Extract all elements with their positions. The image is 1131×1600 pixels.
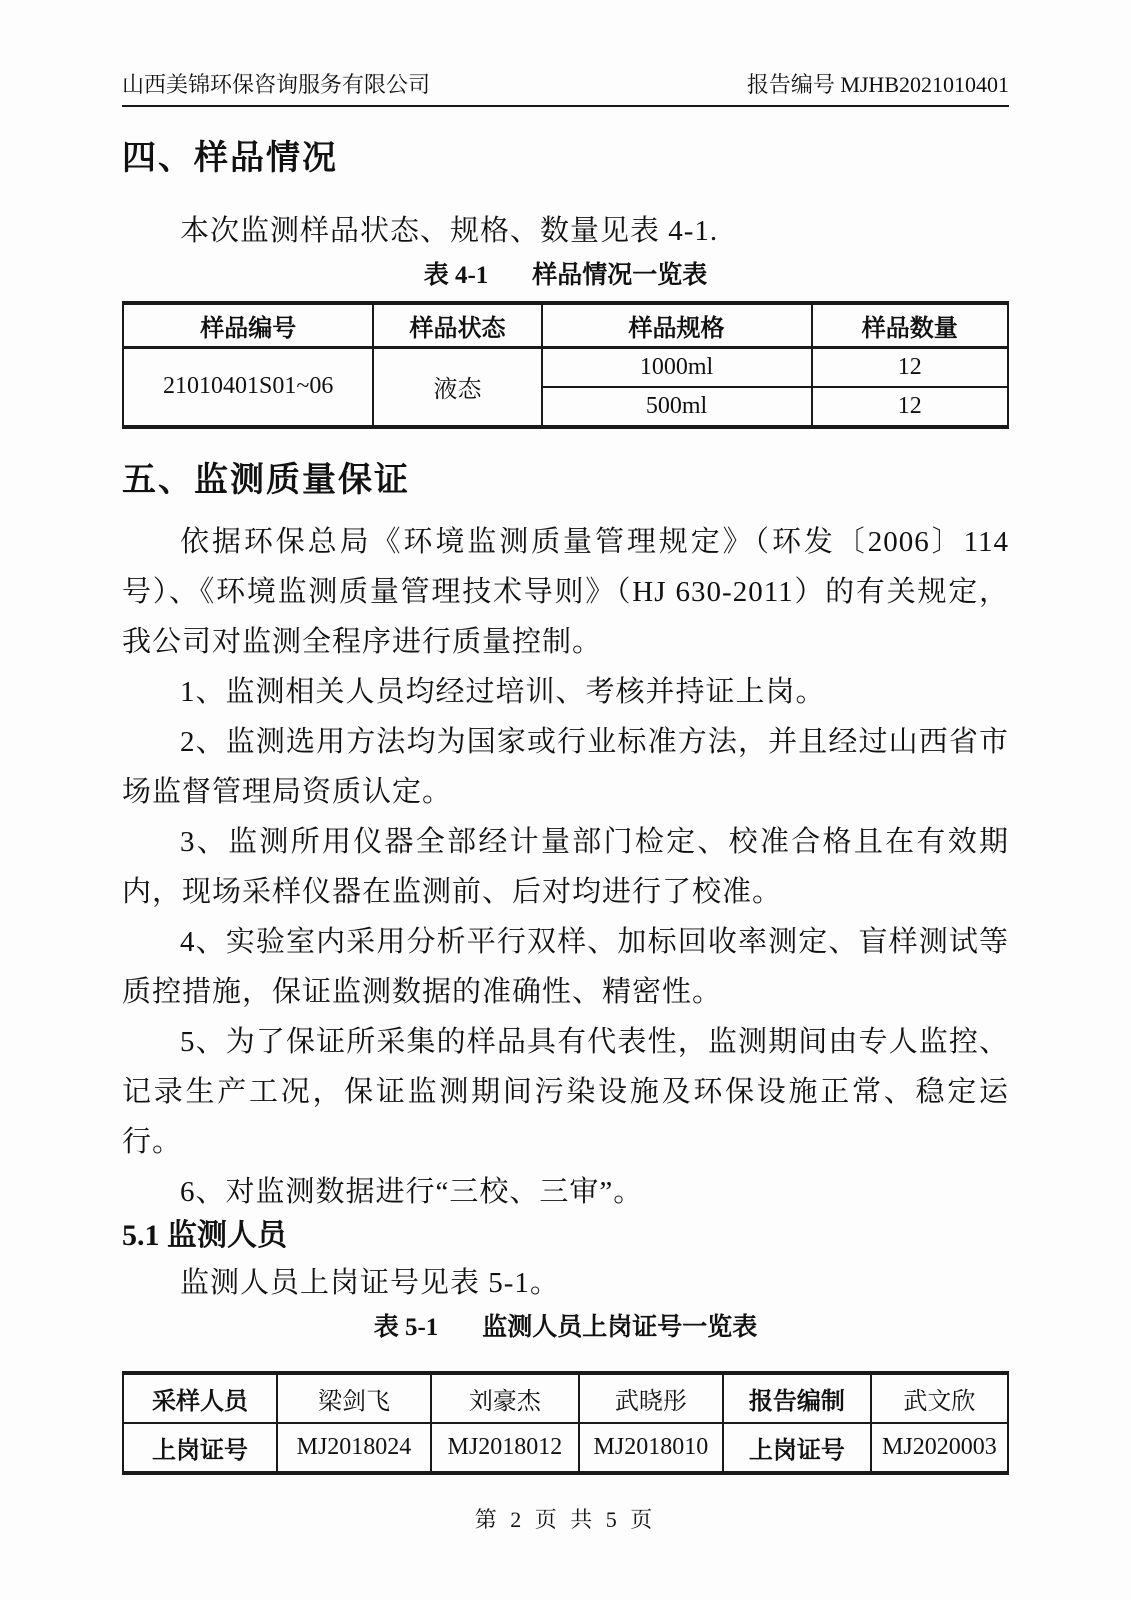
table-4-1-caption: [122, 261, 1009, 291]
table-header-sample-id: 样品编号: [123, 303, 373, 347]
section-5-paragraph: 1、监测相关人员均经过培训、考核并持证上岗。: [180, 676, 826, 708]
report-number: 报告编号 MJHB2021010401: [746, 72, 1009, 97]
section-5-paragraph: 5、为了保证所采集的样品具有代表性，监测期间由专人监控、记录生产工况，保证监测期间污染设施及环保设施正常、稳定运行。: [122, 1026, 1009, 1158]
table-cell-sample-id: 21010401S01~06: [123, 347, 373, 427]
table-row: [123, 303, 1008, 347]
table-header-sample-spec: 样品规格: [542, 303, 812, 347]
table-cell-cert-label: 上岗证号: [123, 1423, 277, 1473]
table-5-1-caption: [122, 1313, 1009, 1343]
table-cell-report-writer-label: 报告编制: [723, 1373, 871, 1423]
table-cell-qty: 12: [812, 347, 1008, 387]
table-4-1-caption-title: 样品情况一览表: [532, 262, 708, 289]
table-cell-person: 武晓彤: [579, 1373, 723, 1423]
table-cell-cert-no: MJ2018012: [431, 1423, 579, 1473]
table-5-1-caption-title: 监测人员上岗证号一览表: [482, 1314, 758, 1341]
table-4-1-caption-label: 表 4-1: [423, 262, 489, 289]
table-5-1-caption-label: 表 5-1: [373, 1314, 439, 1341]
table-cell-cert-no: MJ2018010: [579, 1423, 723, 1473]
table-cell-cert-no: MJ2020003: [871, 1423, 1008, 1473]
company-name: 山西美锦环保咨询服务有限公司: [122, 72, 431, 97]
table-cell-person: 刘豪杰: [431, 1373, 579, 1423]
table-row: [123, 1423, 1008, 1473]
table-cell-person: 武文欣: [871, 1373, 1008, 1423]
table-cell-person: 梁剑飞: [277, 1373, 431, 1423]
page-header: [122, 0, 1009, 107]
table-4-1: [122, 301, 1009, 429]
table-header-sample-qty: 样品数量: [812, 303, 1008, 347]
section-4-title: 四、样品情况: [122, 140, 338, 177]
table-cell-sample-state: 液态: [373, 347, 541, 427]
table-header-sample-state: 样品状态: [373, 303, 541, 347]
section-5-paragraph: 依据环保总局《环境监测质量管理规定》（环发〔2006〕114 号）、《环境监测质量管理技术导则》（HJ 630-2011）的有关规定，我公司对监测全程序进行质量控制。: [122, 526, 1009, 658]
table-cell-spec: 1000ml: [542, 347, 812, 387]
section-5-paragraph: 2、监测选用方法均为国家或行业标准方法，并且经过山西省市场监督管理局资质认定。: [122, 726, 1009, 808]
table-row: [123, 347, 1008, 387]
section-5-paragraph: 6、对监测数据进行“三校、三审”。: [180, 1176, 644, 1208]
table-cell-sampler-label: 采样人员: [123, 1373, 277, 1423]
table-5-1: [122, 1371, 1009, 1475]
section-4-intro: 本次监测样品状态、规格、数量见表 4-1.: [180, 215, 719, 247]
table-cell-qty: 12: [812, 387, 1008, 427]
section-5-title: 五、监测质量保证: [122, 462, 410, 499]
table-cell-cert-no: MJ2018024: [277, 1423, 431, 1473]
table-row: [123, 1373, 1008, 1423]
section-5-1-title: 5.1 监测人员: [122, 1219, 287, 1252]
section-5-paragraph: 3、监测所用仪器全部经计量部门检定、校准合格且在有效期内，现场采样仪器在监测前、后对均进行了校准。: [122, 826, 1009, 908]
page-footer: 第 2 页 共 5 页: [474, 1507, 657, 1532]
section-5-1-intro: 监测人员上岗证号见表 5-1。: [180, 1267, 560, 1299]
table-cell-cert-label: 上岗证号: [723, 1423, 871, 1473]
table-cell-spec: 500ml: [542, 387, 812, 427]
section-5-paragraph: 4、实验室内采用分析平行双样、加标回收率测定、盲样测试等质控措施，保证监测数据的准确性、精密性。: [122, 926, 1009, 1008]
